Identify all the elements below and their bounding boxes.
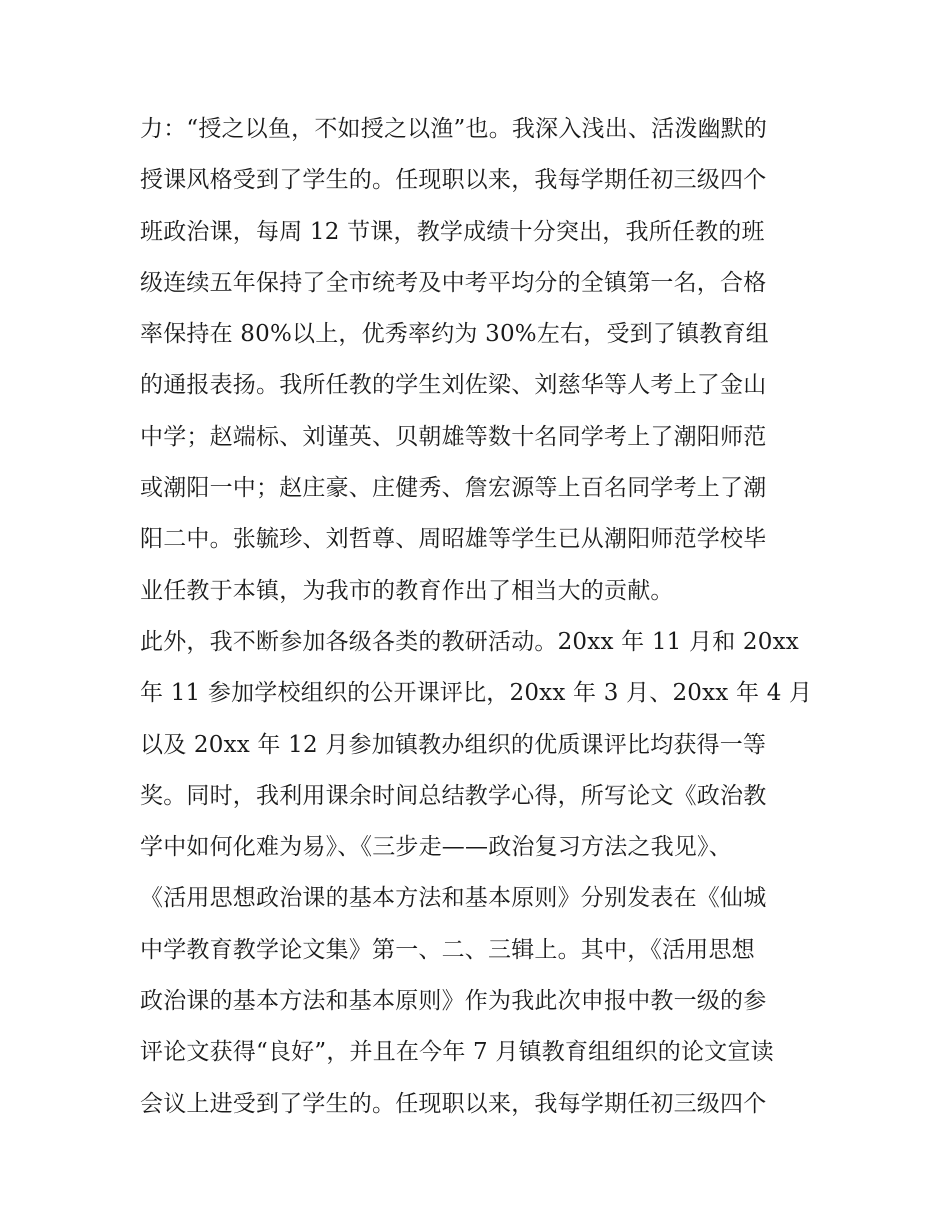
text-line: 年 11 参加学校组织的公开课评比，20xx 年 3 月、20xx 年 4 月 (140, 680, 813, 707)
text-line: 中学教育教学论文集》第一、二、三辑上。其中，《活用思想 (140, 936, 755, 963)
text-line: 学中如何化难为易》、《三步走——政治复习方法之我见》、 (140, 834, 732, 861)
text-line: 政治课的基本方法和基本原则》作为我此次申报中教一级的参 (140, 988, 767, 1015)
text-line: 此外，我不断参加各级各类的教研活动。20xx 年 11 月和 20xx (140, 628, 799, 655)
text-line: 力：“授之以鱼，不如授之以渔”也。我深入浅出、活泼幽默的 (140, 116, 768, 142)
text-line: 的通报表扬。我所任教的学生刘佐梁、刘慈华等人考上了金山 (140, 372, 767, 399)
text-line: 《活用思想政治课的基本方法和基本原则》分别发表在《仙城 (140, 885, 767, 912)
body-text (140, 104, 820, 1130)
text-line: 班政治课，每周 12 节课，教学成绩十分突出，我所任教的班 (140, 218, 765, 245)
text-line: 业任教于本镇，为我市的教育作出了相当大的贡献。 (140, 577, 674, 604)
text-line: 中学；赵端标、刘谨英、贝朝雄等数十名同学考上了潮阳师范 (140, 423, 767, 450)
text-line: 阳二中。张毓珍、刘哲尊、周昭雄等学生已从潮阳师范学校毕 (140, 526, 767, 553)
text-line: 会议上进受到了学生的。任现职以来，我每学期任初三级四个 (140, 1090, 767, 1117)
text-line: 级连续五年保持了全市统考及中考平均分的全镇第一名，合格 (140, 269, 767, 296)
text-line: 奖。同时，我利用课余时间总结教学心得，所写论文《政治教 (140, 782, 767, 809)
text-line: 评论文获得“良好”，并且在今年 7 月镇教育组组织的论文宣读 (140, 1039, 774, 1066)
text-line: 率保持在 80%以上，优秀率约为 30%左右，受到了镇教育组 (140, 321, 769, 348)
text-line: 或潮阳一中；赵庄豪、庄健秀、詹宏源等上百名同学考上了潮 (140, 475, 767, 502)
text-line: 以及 20xx 年 12 月参加镇教办组织的优质课评比均获得一等 (140, 731, 767, 758)
text-line: 授课风格受到了学生的。任现职以来，我每学期任初三级四个 (140, 167, 767, 194)
